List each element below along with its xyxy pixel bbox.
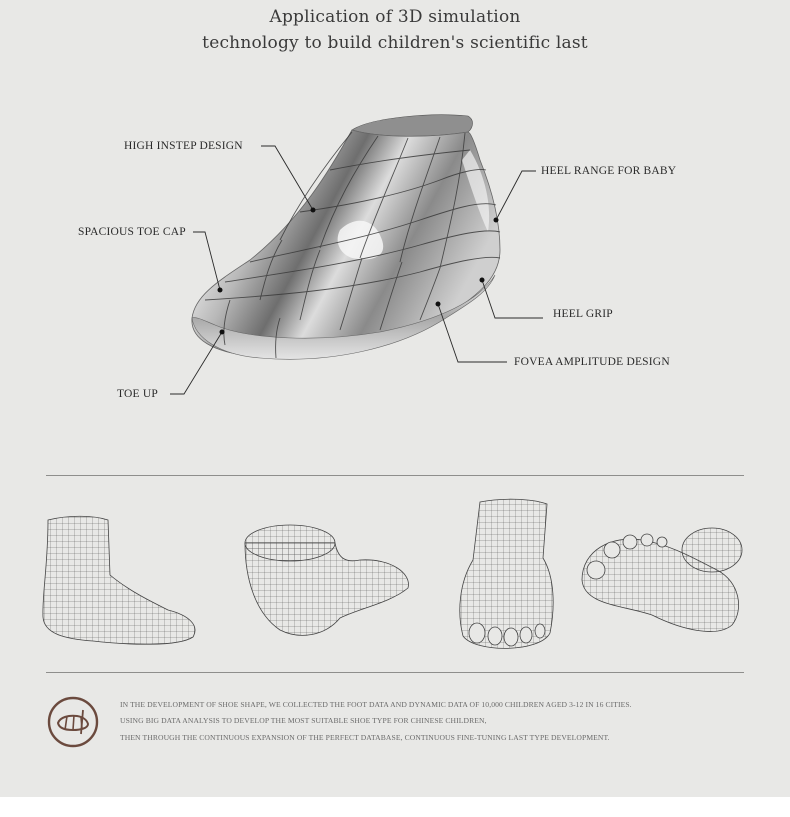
page-title-line1: Application of 3D simulation [269, 7, 521, 27]
callout-high-instep: HIGH INSTEP DESIGN [124, 140, 243, 152]
wireframe-foot-side-view [38, 505, 203, 655]
callout-spacious-toe: SPACIOUS TOE CAP [78, 226, 186, 238]
callout-toe-up: TOE UP [117, 388, 158, 400]
divider-bottom [46, 672, 744, 673]
callout-heel-grip: HEEL GRIP [553, 308, 613, 320]
foot-shoe-logo-icon [47, 696, 99, 748]
wireframe-foot-angled-view [240, 518, 420, 648]
description-line1: IN THE DEVELOPMENT OF SHOE SHAPE, WE COLLECTED THE FOOT DATA AND DYNAMIC DATA OF 10,000 CHILDREN AGED 3-12 IN 16 CITIES. [120, 700, 632, 709]
callout-heel-range: HEEL RANGE FOR BABY [541, 165, 677, 177]
description-line2: USING BIG DATA ANALYSIS TO DEVELOP THE MOST SUITABLE SHOE TYPE FOR CHINESE CHILDREN, [120, 716, 487, 725]
divider-top [46, 475, 744, 476]
description-line3: THEN THROUGH THE CONTINUOUS EXPANSION OF THE PERFECT DATABASE, CONTINUOUS FINE-TUNING LAST TYPE DEVELOPMENT. [120, 733, 610, 742]
page-title-line2: technology to build children's scientific last [202, 33, 588, 53]
callout-fovea: FOVEA AMPLITUDE DESIGN [514, 356, 670, 368]
wireframe-foot-front-view [455, 498, 560, 658]
wireframe-foot-sole-view [572, 520, 747, 645]
